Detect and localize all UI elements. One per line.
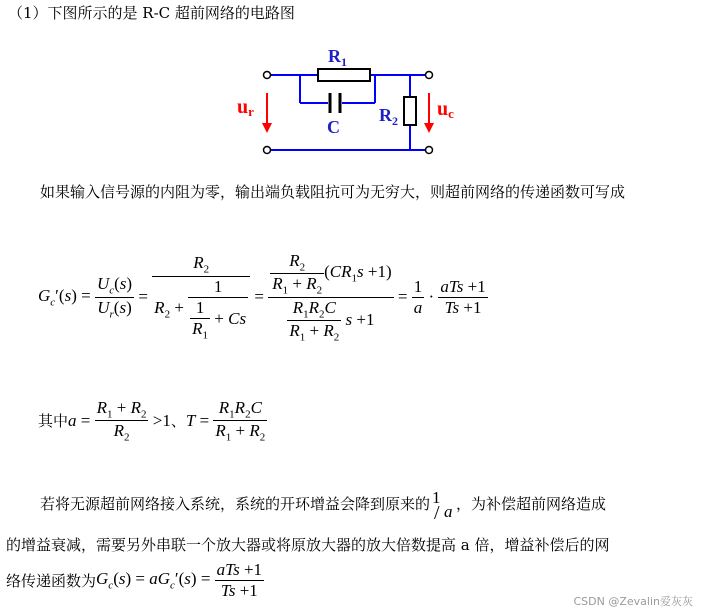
paragraph-gain-line3 [6, 560, 264, 601]
capacitor-c [330, 93, 340, 113]
paragraph-gain-line2: 的增益衰减，需要另外串联一个放大器或将原放大器的放大倍数提高 a 倍，增益补偿后的网 [6, 536, 610, 554]
ur-label: ur [237, 96, 254, 119]
paragraph-transfer-intro: 如果输入信号源的内阻为零，输出端负载阻抗可为无穷大，则超前网络的传递函数可写成 [40, 183, 626, 201]
resistor-r2 [404, 97, 416, 125]
r2-label: $R_2$ [379, 105, 398, 128]
equation-transfer-function: $G_c'(s)$ = $\frac{U_c(s)}{U_r(s)}$ = $R_2$ $R_2$ + 1 $\frac{1}{R_1}$ + Cs = $\frac{R_2}{R_1 + R_2}$ $(CR_1s +1)$ $\frac{R_1R_2C}{R_1 + R_2}$ s +1 = $\frac{1}{a}$ · $\frac{\text{aTs +1}}{Ts +1}$ [38, 250, 486, 344]
paragraph-gain-line1 [40, 488, 607, 524]
equation-compensated: $G_c(s) = aG_c'(s)$ = $\frac{\text{aTs +1}}{Ts +1}$ [96, 560, 263, 600]
rc-lead-network-circuit [225, 35, 465, 165]
one-over-a: 1 / a [432, 488, 453, 524]
uc-label: uc [437, 98, 454, 121]
ur-arrow [262, 93, 272, 133]
separator: 、 [170, 411, 186, 430]
gain-text-b: ，为补偿超前网络造成 [456, 495, 607, 513]
terminal-in-top [264, 72, 271, 79]
gain-text-a: 若将无源超前网络接入系统，系统的开环增益会降到原来的 [40, 495, 431, 513]
r1-label: $R_1$ [328, 46, 347, 69]
circuit-wires [270, 75, 425, 150]
terminal-out-bottom [426, 147, 433, 154]
where-prefix: 其中 [38, 411, 69, 430]
heading: （1）下图所示的是 R-C 超前网络的电路图 [8, 4, 295, 22]
equation-parameters: 其中 a = $\frac{R_1 + R_2}{R_2}$ >1 、 T = $\frac{R_1R_2C}{R_1 + R_2}$ [38, 398, 266, 444]
uc-arrow [424, 93, 434, 133]
terminal-in-bottom [264, 147, 271, 154]
resistor-r1 [318, 69, 370, 81]
watermark: CSDN @Zevalin爱灰灰 [573, 595, 693, 608]
gain-text-c: 络传递函数为 [6, 571, 97, 590]
terminal-out-top [426, 72, 433, 79]
c-label: C [327, 117, 340, 137]
